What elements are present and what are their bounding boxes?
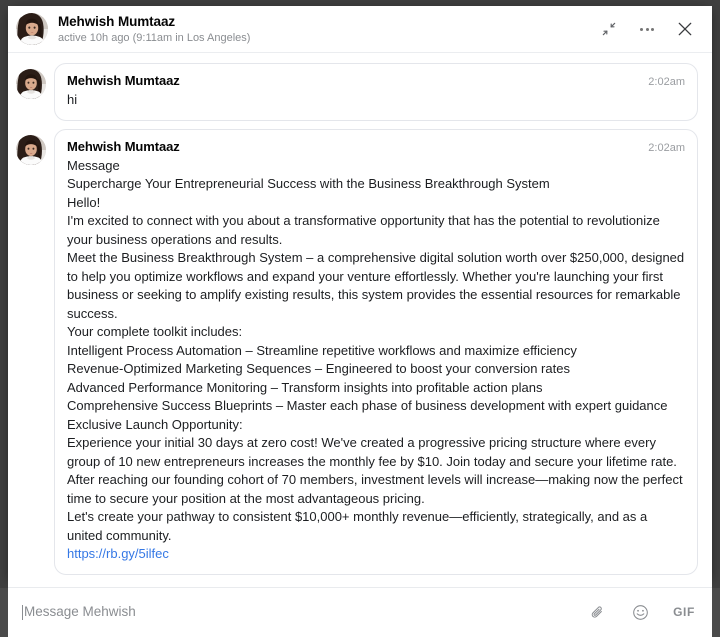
composer-actions <box>588 602 696 622</box>
gif-button[interactable] <box>672 602 696 622</box>
message-bubble <box>54 129 698 575</box>
message-line: Supercharge Your Entrepreneurial Success with the Business Breakthrough System <box>67 176 550 191</box>
message-line: Hello! <box>67 194 101 210</box>
dots-glyph <box>640 28 654 31</box>
header-actions <box>596 16 698 42</box>
avatar[interactable] <box>16 13 48 45</box>
message-body <box>67 91 685 110</box>
avatar[interactable] <box>16 135 46 165</box>
message-sender: Mehwish Mumtaaz <box>67 138 180 154</box>
message-sender: Mehwish Mumtaaz <box>67 73 180 88</box>
header-text <box>58 14 596 45</box>
message-list[interactable] <box>8 52 712 587</box>
message-header <box>67 138 685 156</box>
message-timestamp: 2:02am <box>648 141 685 154</box>
gif-label: GIF <box>673 605 695 619</box>
message-line: Your complete toolkit includes: <box>67 324 243 339</box>
minimize-icon[interactable] <box>596 16 622 42</box>
message-line: Exclusive Launch Opportunity: <box>67 416 243 432</box>
message-line: Meet the Business Breakthrough System – a comprehensive digital solution worth over $250,000, designed to help you optimize workflows and expand your venture effortlessly. Whether you're launching your first business or seeking to amplify existing results, this system provides the essential resources for remarkable success. <box>67 250 685 321</box>
attachment-icon[interactable] <box>588 602 608 622</box>
composer-bar <box>8 587 712 637</box>
emoji-icon[interactable] <box>630 602 650 622</box>
message-header <box>67 72 685 90</box>
message-timestamp: 2:02am <box>648 76 685 88</box>
text-caret <box>22 605 23 620</box>
message-line: Experience your initial 30 days at zero cost! We've created a progressive pricing structure where every group of 10 new entrepreneurs increases the monthly fee by $10. Join today and secure your lifetime rate. <box>67 435 677 469</box>
message-line: I'm excited to connect with you about a transformative opportunity that has the potential to revolutionize your business operations and results. <box>67 213 660 247</box>
message-line: Message <box>67 157 120 173</box>
message-bubble <box>54 63 698 121</box>
message-row <box>8 59 712 125</box>
message-input-placeholder: Message Mehwish <box>24 604 136 619</box>
presence-status: active 10h ago (9:11am in Los Angeles) <box>58 31 251 44</box>
message-line: Advanced Performance Monitoring – Transform insights into profitable action plans <box>67 379 543 395</box>
chat-window <box>8 6 712 619</box>
avatar[interactable] <box>16 69 46 99</box>
more-options-icon[interactable] <box>634 16 660 42</box>
message-input[interactable] <box>22 603 588 621</box>
page-title: Mehwish Mumtaaz <box>58 13 176 29</box>
message-line: Revenue-Optimized Marketing Sequences – Engineered to boost your conversion rates <box>67 361 570 376</box>
message-line: Let's create your pathway to consistent $10,000+ monthly revenue—efficiently, strategically, and as a united community. <box>67 509 648 543</box>
message-line: After reaching our founding cohort of 70 members, investment levels will increase—making now the perfect time to secure your position at the most advantageous pricing. <box>67 472 683 506</box>
message-link[interactable]: https://rb.gy/5ilfec <box>67 546 169 561</box>
close-icon[interactable] <box>672 16 698 42</box>
message-body <box>67 157 685 564</box>
message-row <box>8 125 712 579</box>
message-line: Comprehensive Success Blueprints – Master each phase of business development with expert guidance <box>67 398 668 413</box>
message-line: Intelligent Process Automation – Streamline repetitive workflows and maximize efficiency <box>67 342 577 358</box>
chat-header <box>8 6 712 52</box>
message-line: hi <box>67 92 78 107</box>
